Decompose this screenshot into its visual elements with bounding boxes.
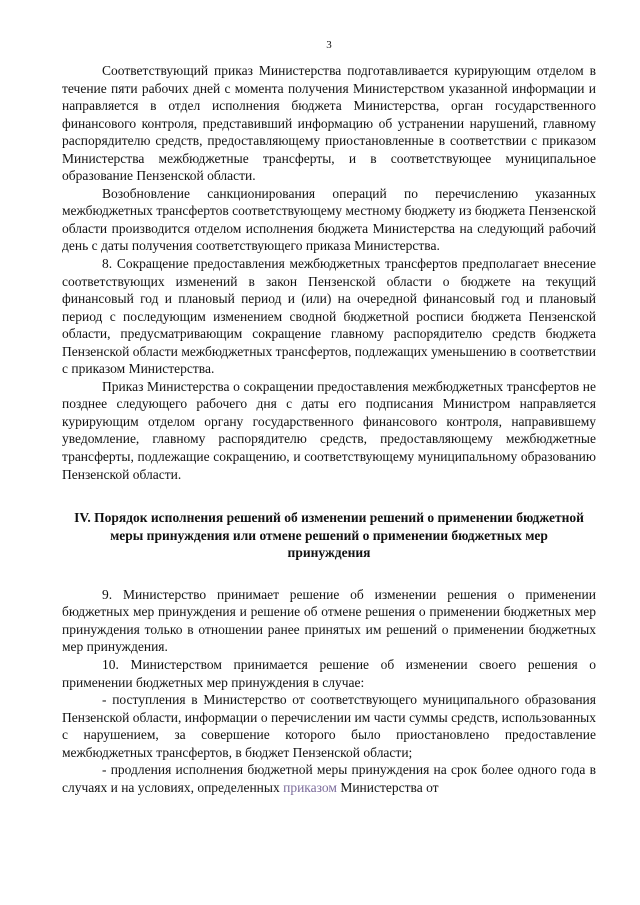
order-link[interactable]: приказом — [283, 779, 337, 795]
paragraph-order-dispatch: Соответствующий приказ Министерства подготавливается курирующим отделом в течение пяти рабочих дней с момента получения Министерством указанной информации и направляется в отдел исполнения бюджета Министерства, орган государственного финансового контроля, представивший информацию об устранении нарушений, главному распорядителю средств, предоставляющему приостановленные в соответствии с приказом Министерства межбюджетные трансферты, и в соответствующее муниципальное образование Пензенской области. — [62, 63, 596, 184]
paragraph-case-receipt: - поступления в Министерство от соответствующего муниципального образования Пензенской области, информации о перечислении им части суммы средств, использованных с нарушением, за совершение которого было приостановлено предоставление межбюджетных трансфертов, в бюджет Пензенской области; — [62, 692, 596, 760]
paragraph-item-10: 10. Министерством принимается решение об изменении своего решения о применении бюджетных мер принуждения в случае: — [62, 656, 596, 690]
paragraph-case-extension — [62, 761, 596, 796]
paragraph-text-before-link: - продления исполнения бюджетной меры принуждения на срок более одного года в случаях и на условиях, определенных — [62, 762, 596, 795]
paragraph-text-after-link: Министерства от — [336, 779, 439, 795]
page-number: 3 — [326, 39, 332, 51]
paragraph-item-8: 8. Сокращение предоставления межбюджетных трансфертов предполагает внесение соответствующих изменений в закон Пензенской области о бюджете на текущий финансовый год и плановый период и (или) на очередной финансовый год и плановый период с последующим изменением сводной бюджетной росписи бюджета Пензенской области, предусматривающим сокращение главному распорядителю средств бюджета Пензенской области межбюджетных трансфертов, подлежащих уменьшению в соответствии с приказом Министерства. — [62, 256, 596, 377]
paragraph-resumption: Возобновление санкционирования операций по перечислению указанных межбюджетных трансфертов соответствующему местному бюджету из бюджета Пензенской области производится отделом исполнения бюджета Министерства на следующий рабочий день с даты получения соответствующего приказа Министерства. — [62, 185, 596, 254]
section-heading: IV. Порядок исполнения решений об изменении решений о применении бюджетной меры принуждения или отмене решений о применении бюджетных мер принуждения — [74, 510, 584, 561]
paragraph-item-9: 9. Министерство принимает решение об изменении решения о применении бюджетных мер принуждения и решение об отмене решения о применении бюджетных мер принуждения только в отношении ранее принятых им решений о применении бюджетных мер принуждения. — [62, 586, 596, 655]
paragraph-reduction-order: Приказ Министерства о сокращении предоставления межбюджетных трансфертов не позднее следующего рабочего дня с даты его подписания Министром направляется курирующим отделом органу государственного финансового контроля, направившему уведомление, главному распорядителю средств, предоставляющему межбюджетные трансферты, подлежащие сокращению, и соответствующему муниципальному образованию Пензенской области. — [62, 378, 596, 482]
